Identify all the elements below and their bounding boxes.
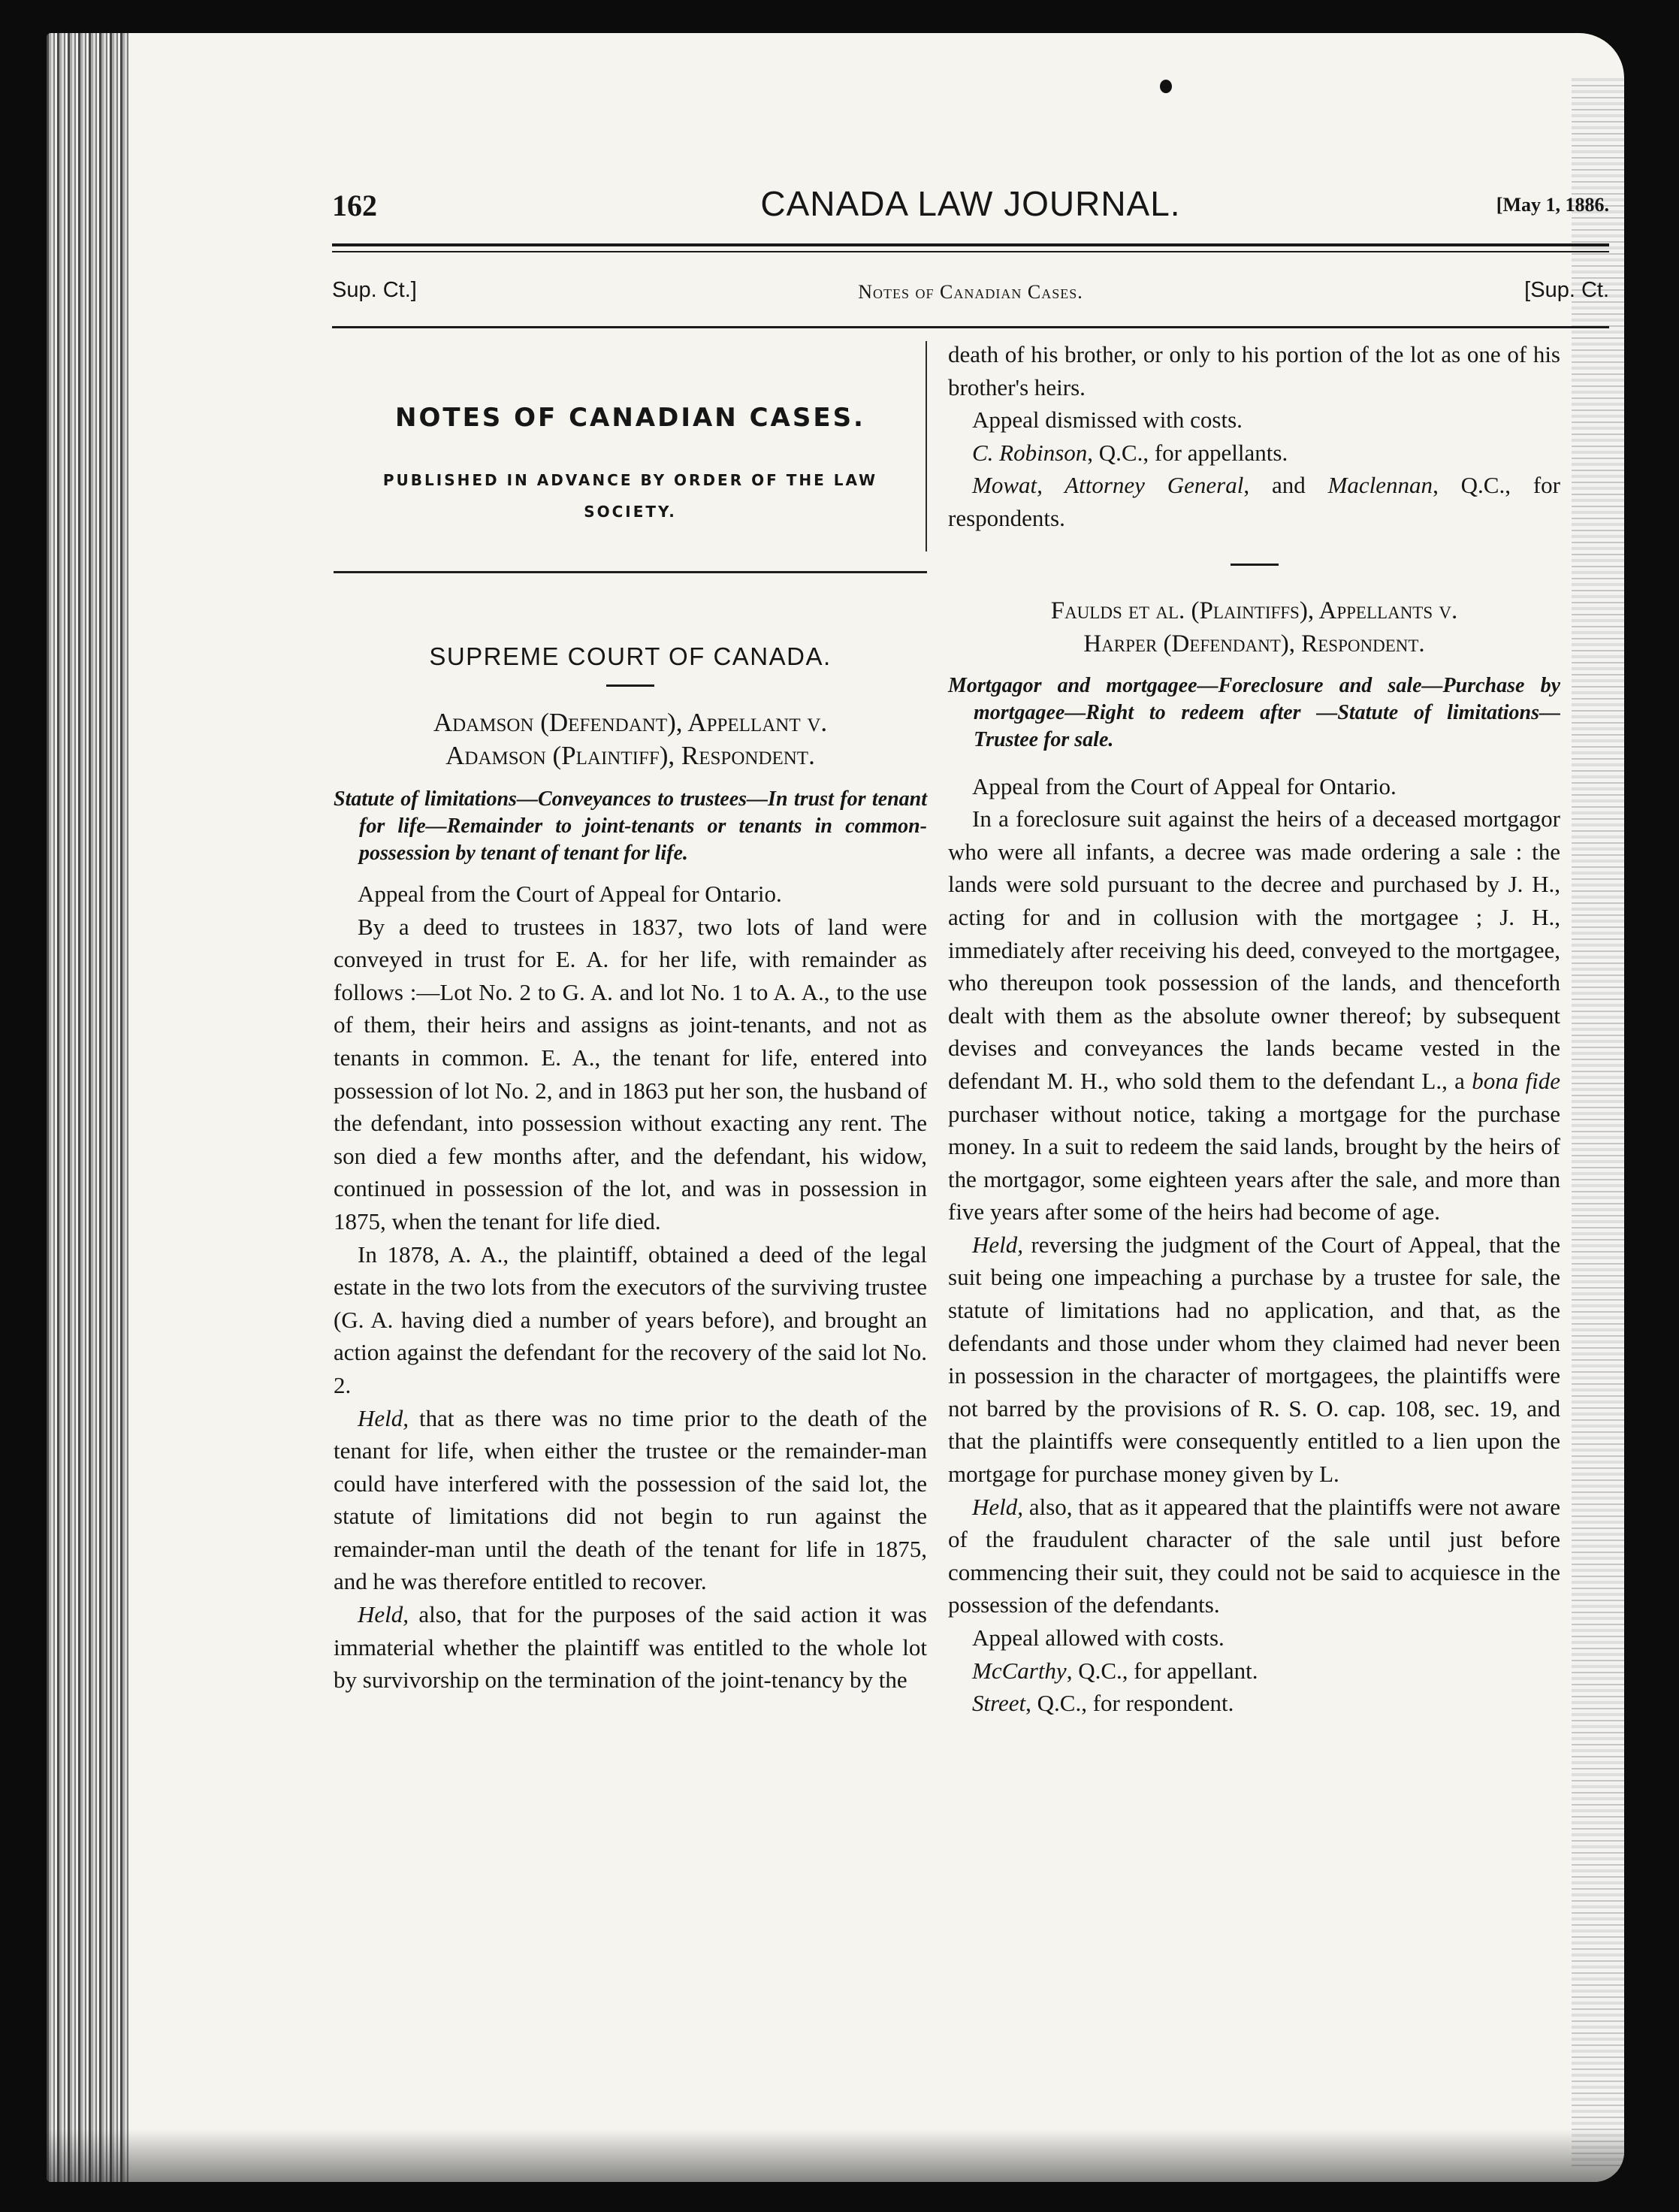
- journal-page: [47, 33, 1624, 2182]
- section-rule: [334, 571, 927, 573]
- counsel-role: , Q.C., for respondents.: [948, 472, 1560, 531]
- case2-title-2: Harper (Defendant), Respondent.: [1083, 630, 1425, 657]
- held-label: Held,: [358, 1601, 409, 1628]
- counsel-line: [948, 1654, 1560, 1688]
- binding-gutter: [47, 33, 129, 2182]
- counsel-line: [948, 437, 1560, 470]
- ink-spot: [1160, 80, 1172, 93]
- counsel-joiner: , and: [1243, 472, 1328, 499]
- left-column: [334, 334, 927, 1697]
- case-separator-rule: [1231, 564, 1279, 566]
- paragraph: [948, 1228, 1560, 1491]
- counsel-name: Maclennan: [1327, 472, 1433, 499]
- case-title-line2: [948, 627, 1560, 660]
- held-label: Held,: [972, 1231, 1024, 1258]
- paragraph: In 1878, A. A., the plaintiff, obtained a deed of the legal estate in the two lots from the executors of the surviving trustee (G. A. having died a number of years before), and brought an action against the defendant for the recovery of the said lot No. 2.: [334, 1240, 927, 1398]
- running-header: [332, 183, 1609, 231]
- held-label: Held,: [972, 1493, 1024, 1520]
- published-notice: PUBLISHED IN ADVANCE BY ORDER OF THE LAW SOCIETY.: [382, 471, 878, 521]
- case2-title-1: Faulds et al. (Plaintiffs), Appellants v.: [1050, 597, 1458, 624]
- case-headnote: Statute of limitations—Conveyances to trustees—In trust for tenant for life—Remainder to joint-tenants or tenants in common-possession by tenant of tenant for life.: [334, 787, 927, 865]
- counsel-line: [948, 1687, 1560, 1720]
- subheader-center: Notes of Canadian Cases.: [858, 281, 1083, 303]
- held-text: that as there was no time prior to the death of the tenant for life, when either the trustee or the remainder-man could have interfered with the possession of the said lot, the statute of limitations did not begin to run against the remainder-man until the death of the tenant for life in 1875, and he was therefore entitled to recover.: [334, 1404, 927, 1595]
- held-text: also, that for the purposes of the said action it was immaterial whether the plaintiff was entitled to the whole lot by survivorship on the termination of the joint-tenancy by the: [334, 1601, 927, 1694]
- counsel-role: , Q.C., for respondent.: [1025, 1690, 1234, 1717]
- held-text: reversing the judgment of the Court of Appeal, that the suit being one impeaching a purchase by a trustee for sale, the statute of limitations had no application, and that, as the defendants and those under whom they claimed had never been in possession in the character of mortgagees, the plaintiffs were not barred by the provisions of R. S. O. cap. 108, sec. 19, and that the plaintiffs were consequently entitled to a lien upon the mortgage for purchase money given by L.: [948, 1231, 1560, 1488]
- subheader-rule: [332, 326, 1609, 328]
- page-edge-shadow: [1572, 78, 1624, 2167]
- header-rule-top: [332, 243, 1609, 246]
- case-title-line1: [948, 594, 1560, 627]
- paragraph-text: purchaser without notice, taking a mortgage for the purchase money. In a suit to redeem the said lands, brought by the heirs of the mortgagor, some eighteen years after the sale, and more than five years after some of the heirs had become of age.: [948, 1100, 1560, 1225]
- case-headnote: Mortgagor and mortgagee—Foreclosure and sale—Purchase by mortgagee—Right to redeem after —Statute of limitations—Trustee for sale.: [948, 673, 1560, 751]
- section-subheader: [332, 275, 1609, 311]
- paragraph: [334, 1402, 927, 1599]
- page-number: 162: [332, 189, 377, 222]
- subheader-left: Sup. Ct.]: [332, 278, 417, 302]
- subheader-right: [Sup. Ct.: [1524, 278, 1609, 302]
- paragraph: [948, 802, 1560, 1228]
- bottom-scan-shadow: [47, 2129, 1624, 2182]
- bona-fide-phrase: bona fide: [1472, 1067, 1560, 1094]
- case-title-line1: Adamson (Defendant), Appellant v.: [433, 708, 828, 737]
- case-title-line2: Adamson (Plaintiff), Respondent.: [445, 741, 815, 770]
- paragraph: [334, 1598, 927, 1697]
- held-label: Held,: [358, 1404, 409, 1431]
- paragraph: By a deed to trustees in 1837, two lots of land were conveyed in trust for E. A. for her life, with remainder as follows :—Lot No. 2 to G. A. and lot No. 1 to A. A., to the use of them, their heirs and assigns as joint-tenants, and not as tenants in common. E. A., the tenant for life, entered into possession of lot No. 2, and in 1863 put her son, the husband of the defendant, into possession without exacting any rent. The son died a few months after, and the defendant, his widow, continued in possession of the lot, and was in possession in 1875, when the tenant for life died.: [334, 913, 927, 1234]
- journal-title: CANADA LAW JOURNAL.: [760, 184, 1181, 223]
- section-title: NOTES OF CANADIAN CASES.: [395, 403, 865, 433]
- disposition: Appeal dismissed with costs.: [972, 406, 1243, 434]
- counsel-name: Street: [972, 1690, 1026, 1717]
- counsel-name: McCarthy: [972, 1657, 1067, 1684]
- counsel-name: C. Robinson: [972, 439, 1088, 466]
- paragraph: Appeal from the Court of Appeal for Ontario.: [972, 772, 1397, 799]
- court-heading: SUPREME COURT OF CANADA.: [429, 642, 832, 670]
- held-text: also, that as it appeared that the plaintiffs were not aware of the fraudulent character of the sale until just before commencing their suit, they could not be said to acquiesce in the possession of the defendants.: [948, 1493, 1560, 1618]
- paragraph: Appeal from the Court of Appeal for Ontario.: [358, 881, 782, 907]
- disposition: Appeal allowed with costs.: [972, 1624, 1225, 1651]
- header-rule-bottom: [332, 251, 1609, 252]
- counsel-role: , Q.C., for appellant.: [1066, 1657, 1258, 1684]
- court-short-rule: [606, 684, 654, 687]
- counsel-line: [948, 469, 1560, 534]
- counsel-role: , Q.C., for appellants.: [1087, 439, 1288, 466]
- paragraph: [948, 1491, 1560, 1621]
- right-column: [948, 338, 1560, 1720]
- paragraph-text: In a foreclosure suit against the heirs of a deceased mortgagor who were all infants, a decree was made ordering a sale : the lands were sold pursuant to the decree and purchased by J. H., acting for and in collusion with the mortgagee ; J. H., immediately after receiving his deed, conveyed to the mortgagee, who thereupon took possession of the lands, and thenceforth dealt with them as the absolute owner thereof; by subsequent devises and conveyances the lands became vested in the defendant M. H., who sold them to the defendant L., a: [948, 805, 1560, 1094]
- paragraph-continuation: death of his brother, or only to his portion of the lot as one of his brother's heirs.: [948, 341, 1560, 400]
- counsel-name: Mowat, Attorney General: [972, 472, 1244, 499]
- issue-date: [May 1, 1886.: [1496, 194, 1609, 216]
